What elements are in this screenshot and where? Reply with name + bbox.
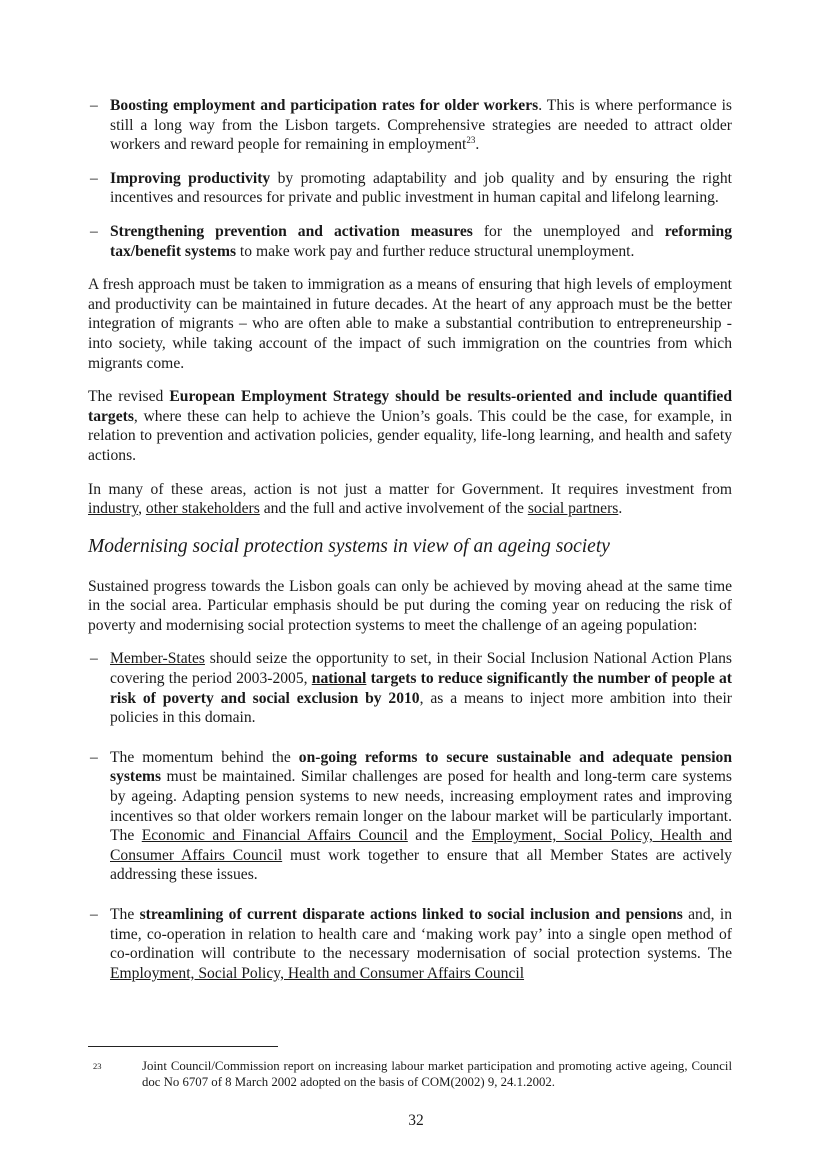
- text-prevention: for the unemployed and: [472, 222, 665, 240]
- text-tax-benefit: to make work pay and further reduce structural unemployment.: [236, 242, 635, 260]
- footnote-text: Joint Council/Commission report on increasing labour market participation and promoting active ageing, Council doc No 6707 of 8 March 2002 adopted on the basis of COM(2002) 9, 24.1.2002.: [142, 1059, 732, 1089]
- bold-underlined-national: national: [311, 670, 367, 688]
- paragraph-stakeholders: [88, 480, 732, 519]
- footnote: [88, 1058, 732, 1090]
- underlined-industry: industry: [88, 500, 139, 518]
- underlined-epsco-council: Employment, Social Policy, Health and Consumer Affairs Council: [110, 827, 732, 864]
- text-member-states-1: should seize the opportunity to set, in their Social Inclusion National Action Plans covering the period 2003-2005,: [110, 650, 732, 688]
- bold-ees: European Employment Strategy should be results-oriented and include quantified targets: [88, 388, 732, 425]
- text-ees-1: The revised: [88, 388, 170, 406]
- text-streamlining-2: and, in time, co-operation in relation to health care and ‘making work pay’ into a single open method of co-ordination will contribute to the necessary modernisation of social protection systems. The: [110, 906, 732, 963]
- text-areas-2: ,: [138, 500, 146, 518]
- text-member-states-2: , as a means to inject more ambition into their policies in this domain.: [110, 689, 732, 727]
- text-older-workers: . This is where performance is still a long way from the Lisbon targets. Comprehensive strategies are needed to attract older workers and reward people for remaining in employment: [110, 97, 732, 154]
- bold-tax-benefit: reforming tax/benefit systems: [110, 222, 732, 260]
- page-number: 32: [408, 1112, 424, 1129]
- bullet-pension-reforms: [88, 748, 732, 885]
- bullet-streamlining: [88, 905, 732, 983]
- text-pension-1: The momentum behind the: [110, 748, 299, 766]
- document-page: [88, 96, 732, 983]
- bold-productivity: Improving productivity: [110, 169, 271, 187]
- text-ees-2: , where these can help to achieve the Union’s goals. This could be the case, for example, in relation to prevention and activation policies, gender equality, life-long learning, and health and safety actions.: [88, 407, 732, 464]
- underlined-member-states: Member-States: [110, 650, 205, 668]
- underlined-epsco-council-2: Employment, Social Policy, Health and Consumer Affairs Council: [110, 964, 525, 982]
- bullet-member-states: [88, 649, 732, 727]
- text-pension-2: must be maintained. Similar challenges are posed for health and long-term care systems by ageing. Adapting pension systems to new needs, increasing employment rates and improving incentives so that older workers remain longer on the labour market will be particularly important. The: [110, 768, 732, 845]
- text-pension-4: must work together to ensure that all Member States are actively addressing these issues.: [110, 846, 732, 884]
- text-productivity: by promoting adaptability and job quality and by ensuring the right incentives and resources for private and public investment in human capital and lifelong learning.: [110, 169, 732, 207]
- bold-older-workers: Boosting employment and participation rates for older workers: [110, 97, 539, 114]
- bullet-productivity: [88, 169, 732, 208]
- end-older-workers: .: [475, 136, 480, 154]
- underlined-social-partners: social partners: [527, 500, 619, 518]
- underlined-other-stakeholders: other stakeholders: [145, 500, 260, 518]
- bold-streamlining: streamlining of current disparate actions linked to social inclusion and pensions: [139, 906, 683, 923]
- paragraph-progress: Sustained progress towards the Lisbon goals can only be achieved by moving ahead at the same time in the social area. Particular emphasis should be put during the coming year on reducing the risk of poverty and modernising social protection systems to meet the challenge of an ageing population:: [88, 577, 732, 634]
- bold-pension-reforms: on-going reforms to secure sustainable and adequate pension systems: [110, 748, 732, 786]
- text-areas-4: .: [618, 500, 623, 518]
- footnote-number: 23: [93, 1061, 102, 1071]
- footnote-separator: [88, 1046, 278, 1047]
- text-areas-3: and the full and active involvement of the: [259, 500, 528, 518]
- paragraph-immigration: A fresh approach must be taken to immigration as a means of ensuring that high levels of employment and productivity can be maintained in future decades. At the heart of any approach must be the better integration of migrants – who are often able to make a substantial contribution to entrepreneurship - into society, while taking account of the impact of such immigration on the countries from which migrants come.: [88, 276, 732, 372]
- bold-targets: targets to reduce significantly the number of people at risk of poverty and social exclusion by 2010: [110, 670, 732, 707]
- underlined-ecofin-council: Economic and Financial Affairs Council: [141, 827, 408, 845]
- text-areas-1: In many of these areas, action is not just a matter for Government. It requires investment from: [88, 480, 732, 498]
- section-heading: Modernising social protection systems in view of an ageing society: [88, 535, 610, 557]
- bullet-older-workers: [88, 96, 732, 155]
- footnote-ref-23[interactable]: 23: [466, 135, 476, 146]
- bullet-prevention: [88, 222, 732, 261]
- bold-prevention: Strengthening prevention and activation measures: [110, 222, 473, 240]
- text-streamlining-1: The: [110, 906, 140, 923]
- text-pension-3: and the: [407, 827, 472, 845]
- paragraph-employment-strategy: [88, 387, 732, 465]
